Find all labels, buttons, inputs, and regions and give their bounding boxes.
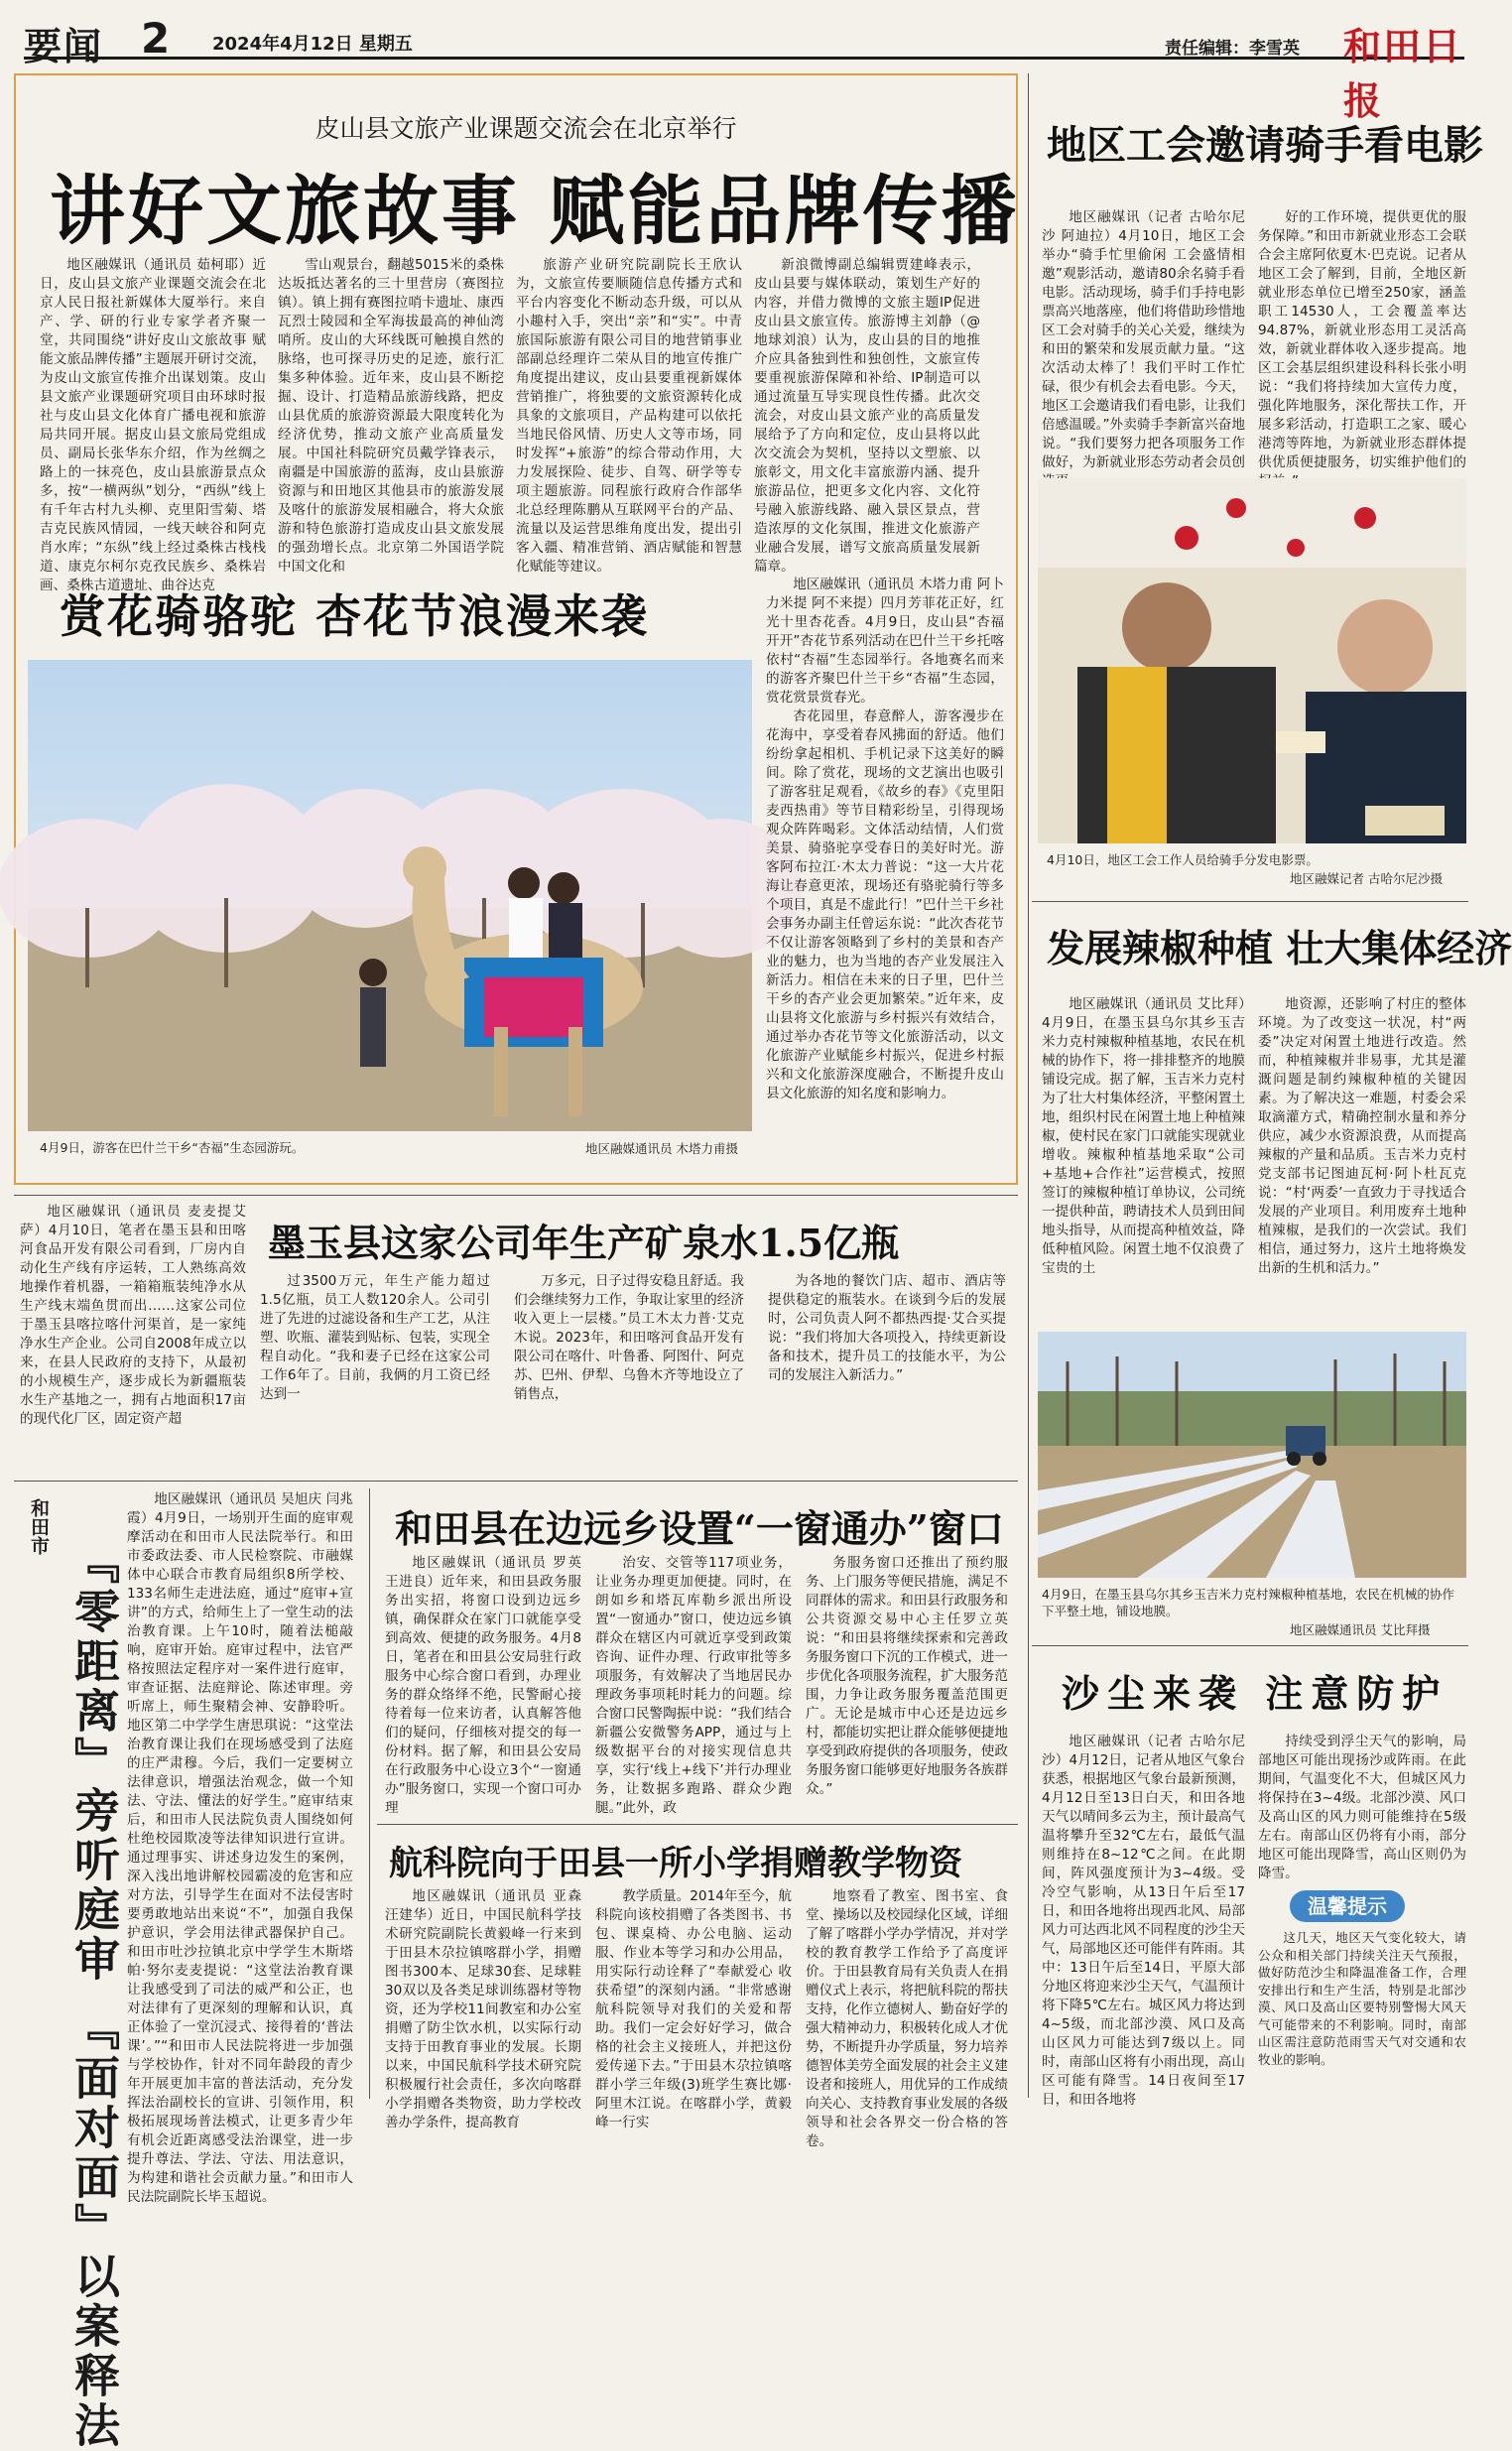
r2-title: 发展辣椒种植 壮大集体经济	[1047, 926, 1512, 970]
r1-title: 地区工会邀请骑手看电影	[1047, 122, 1483, 169]
article4-side-label: 和田市	[28, 1498, 50, 1555]
masthead	[24, 14, 1464, 123]
article3-col-2: 过3500万元，年生产能力超过1.5亿瓶，员工人数120余人。公司引进了先进的过滤设备和生产工艺，从注塑、吹瓶、灌装到贴标、包装，实现全程自动化。“我和妻子已经在这家公司工作6年了。目前，我俩的月工资已经达到一	[260, 1273, 490, 1402]
article2-title: 赏花骑骆驼 杏花节浪漫来袭	[60, 589, 650, 643]
issue-date: 2024年4月12日 星期五	[212, 34, 413, 55]
article2-text: 地区融媒讯（通讯员 木塔力甫 阿卜力米提 阿不来提）四月芳菲花正好，红光十里杏花香。4月9日，皮山县“杏福开开”杏花节系列活动在巴什兰干乡托喀依村“杏福”生态园举行。各地赛名而来的游客齐聚巴什兰干乡“杏福”生态园，赏花赏景赏春光。 杏花园里，春意醉人，游客漫步在花海中，享受着春风拂面的舒适。他们纷纷拿起相机、手机记录下这美好的瞬间。除了赏花，现场的文艺演出也吸引了游客驻足观看，《故乡的春》《克里阳麦西热甫》等节目精彩纷呈，引得现场观众阵阵喝彩。文体活动结情，人们赏美景、骑骆驼享受春日的美好时光。游客阿布拉江·木太力普说：“这一大片花海让春意更浓，现场还有骆驼骑行等多个项目，真是不虚此行！”巴什兰干乡社会事务办副主任曾运东说：“此次杏花节不仅让游客领略到了乡村的美景和杏产业的魅力，也为当地的杏产业发展注入新活力。相信在未来的日子里，巴什兰干乡的杏产业会更加繁荣。”近年来，皮山县将文化旅游与乡村振兴有效结合，通过举办杏花节等文化旅游活动，以文化旅游产业赋能乡村振兴，促进乡村振兴和文化旅游深度融合，不断提升皮山县文化旅游的知名度和影响力。	[766, 577, 1004, 1101]
article1-subtitle: 皮山县文旅产业课题交流会在北京举行	[315, 114, 737, 143]
r2-col-2: 地资源，还影响了村庄的整体环境。为了改变这一状况，村“两委”决定对闲置土地进行改造。然而，种植辣椒并非易事，尤其是灌溉问题是制约辣椒种植的关键因素。为了解决这一难题，村委会采取滴灌方式，精确控制水量和养分供应，减少水资源浪费，从而提高辣椒的产量和品质。玉吉米力克村党支部书记图迪瓦柯·阿卜杜瓦克说：“村‘两委’一直致力于寻找适合发展的产业项目。利用废弃土地种植辣椒，是我们的一次尝试。我们相信，通过努力，这片土地将焕发出新的生机和活力。”	[1258, 996, 1466, 1276]
r1-col-2: 好的工作环境，提供更优的服务保障。”和田市新就业形态工会联合会主席阿依夏木·巴克说。记者从地区工会了解到，目前，全地区新就业形态单位已增至250家，涵盖职工14530人，工会覆盖率达94.87%，新就业形态用工灵活高效，新就业群体收入逐步提高。地区工会基层组织建设科科长张小明说：“我们将持续加大宣传力度，强化阵地服务，深化帮扶工作，开展多彩活动，打造职工之家、暖心港湾等阵地，为新就业形态群体提供优质便捷服务，切实维护他们的	[1258, 209, 1466, 470]
article3-col-4: 为各地的餐饮门店、超市、酒店等提供稳定的瓶装水。在谈到今后的发展时，公司负责人阿不都热西提·艾合买提说：“我们将加大各项投入，持续更新设备和技术，提升员工的技能水平，为公司的发展注入新活力。”	[768, 1273, 1006, 1383]
r2-photo-caption: 4月9日，在墨玉县乌尔其乡玉吉米力克村辣椒种植基地，农民在机械的协作下平整土地，铺设地膜。	[1042, 1587, 1454, 1618]
editor-credit: 责任编辑：李雪英	[1165, 39, 1300, 59]
article5-col-1: 地区融媒讯（通讯员 罗英 王进良）近年来，和田县政务服务出实招，将窗口设到边远乡镇，确保群众在家门口就能享受到高效、便捷的政务服务。4月8日，笔者在和田县公安局驻行政服务中心综合窗口看到，办理业务的群众络绎不绝，民警耐心接待着每一位来访者，认真解答他们的疑问，仔细核对提交的每一份材料。据了解，和田县公安局在行政服务中心设立3个“一窗通办”服务窗口，实现一个窗口可办理	[385, 1555, 581, 1816]
r3-tip-text: 这几天，地区天气变化较大，请公众和相关部门持续关注天气预报，做好防范沙尘和降温准备工作，合理安排出行和生产生活，特别是北部沙漠、风口及高山区要特别警惕大风天气可能带来的不利影响。同时，南部山区需注意防范雨雪天气对交通和农牧业的影响。	[1258, 1930, 1466, 2067]
article3-title: 墨玉县这家公司年生产矿泉水1.5亿瓶	[268, 1221, 900, 1265]
r3-title: 沙尘来袭 注意防护	[1062, 1671, 1449, 1716]
r2-photo-credit: 地区融媒通讯员 艾比拜摄	[1290, 1622, 1431, 1637]
article4-text: 地区融媒讯（通讯员 吴旭庆 闫兆霞）4月9日，一场别开生面的庭审观摩活动在和田市人民法院举行。和田市委政法委、市人民检察院、市融媒体中心联合市教育局组织8所学校、133名师生走进法庭，通过“庭审+宣讲”的方式，给师生上了一堂生动的法治教育课。上午10时，随着法槌敲响，庭审开始。庭审过程中，法官严格按照法定程序对一案件进行庭审，审查证据、法庭辩论、陈述审理。旁听席上，师生聚精会神、安静聆听。地区第二中学学生唐思琪说：“这堂法治教育课让我们在现场感受到了法庭的庄严肃穆。今后，我们一定要树立法律意识，增强法治观念，做一个知法、守法、懂法的好学生。”庭审结束后，和田市人民法院负责人围绕如何杜绝校园欺凌等法律知识进行宣讲。通过理事实、讲述身边发生的案例，深入浅出地讲解校园霸凌的危害和应对方法，引导学生在面对不法侵害时要勇敢地站出来说“不”，加强自我保护意识，学会用法律武器保护自己。和田市吐沙拉镇北京中学学生木斯塔帕·努尔麦麦提说：“这堂法治教育课让我感受到了司法的威严和公正，也对法律有了更深刻的理解和认识，真正体验了一堂沉浸式、接得着的‘普法课’。”“和田市人民法院将进一步加强与学校协作，针对不同年龄段的青少年开展更加丰富的普法活动，充分发挥法治副校长的宣讲、引领作用，积极拓展现场普法模式，让更多青少年有机会近距离感受法治课堂，进一步提升尊法、学法、守法、用法意识，为构建和谐社会贡献力量。”和田市人民法院副院长毕玉超说。	[127, 1491, 353, 2205]
page-number: 2	[141, 14, 171, 63]
divider	[14, 1195, 1018, 1196]
article6-col-1: 地区融媒讯（通讯员 亚森 汪建华）近日，中国民航科学技术研究院副院长黄毅峰一行来到于田县木尕拉镇喀群小学，捐赠图书300本、足球30套、足球鞋30双以及各类足球训练器材等物资，还为学校11间教室和办公室捐赠了防尘饮水机，以实际行动支持于田教育事业的发展。长期以来，中国民航科学技术研究院积极履行社会责任，多次向喀群小学捐赠各类物资，助力学校改善办学条件，提高教育	[385, 1888, 581, 2130]
article6-col-3: 地察看了教室、图书室、食堂、操场以及校园绿化区域，详细了解了喀群小学办学情况，并对学校的教育教学工作给予了高度评价。于田县教育局有关负责人在捐赠仪式上表示，将把航科院的帮扶支持，化作立德树人、勤奋好学的强大精神动力，积极转化成人才优势，不断提升办学质量，努力培养德智体美劳全面发展的社会主义建设者和接班人，用优异的工作成绩向关心、支持教育事业发展的各级领导和社会各界交一份合格的答卷。	[806, 1888, 1008, 2149]
apricot-camel-photo	[28, 660, 752, 1131]
article5-col-3: 务服务窗口还推出了预约服务、上门服务等便民措施，满足不同群体的需求。和田县行政服务和公共资源交易中心主任罗立英说：“和田县将继续探索和完善政务服务窗口下沉的工作模式，进一步优化各项服务流程，扩大服务范围，力争让政务服务覆盖范围更广。无论是城市中心还是边远乡村，都能切实把让群众能够便捷地享受到政府提供的各项服务，使政务服务窗口能够更好地服务各族群众。”	[806, 1555, 1008, 1797]
r2-col-1: 地区融媒讯（通讯员 艾比拜）4月9日，在墨玉县乌尔其乡玉吉米力克村辣椒种植基地，农民在机械的协作下，将一排排整齐的地膜铺设完成。据了解，玉吉米力克村为了壮大村集体经济，平整闲置土地，组织村民在闲置土地上种植辣椒，使村民在家门口就能实现就业增收。辣椒种植基地采取“公司+基地+合作社”运营模式，按照签订的辣椒种植订单协议，公司统一提供种苗，聘请技术人员到田间地头指导，从而提高种植效益，降低种植风险。闲置土地不仅浪费了宝贵的土	[1042, 996, 1245, 1276]
article1-title: 讲好文旅故事 赋能品牌传播	[50, 167, 1020, 255]
divider	[14, 1481, 1018, 1482]
article5-col-2: 治安、交管等117项业务，让业务办理更加便捷。同时，在朗如乡和塔瓦库勒乡派出所设置“一窗通办”窗口，使边远乡镇群众在辖区内可就近享受到政策咨询、证件办理、行政审批等多项服务，有效解决了当地居民办理政务事项耗时耗力的问题。综合窗口民警陶振中说：“我们结合新疆公安微警务APP，通过与上级数据平台的对接实现信息共享，实行‘线上+线下’并行办理业务，让数据多跑路、群众少跑腿。”此外，政	[595, 1555, 792, 1816]
article2-photo-caption: 4月9日，游客在巴什兰干乡“杏福”生态园游玩。	[40, 1140, 305, 1155]
divider	[1032, 1645, 1468, 1646]
article5-title: 和田县在边远乡设置“一窗通办”窗口	[395, 1506, 1004, 1551]
article3-col-3: 万多元，日子过得安稳且舒适。我们会继续努力工作，争取让家里的经济收入更上一层楼。”员工木太力普·艾克木说。2023年，和田喀河食品开发有限公司在喀什、叶鲁番、阿图什、阿克苏、巴州、伊犁、乌鲁木齐等地设立了销售点，	[514, 1273, 744, 1402]
article6-title: 航科院向于田县一所小学捐赠教学物资	[389, 1844, 962, 1883]
column-divider	[1028, 73, 1029, 2098]
r1-photo-caption: 4月10日，地区工会工作人员给骑手分发电影票。	[1047, 852, 1319, 867]
warm-tip-badge: 温馨提示	[1290, 1890, 1405, 1922]
article4-title: 『零距离』旁听庭审 『面对面』以案释法	[67, 1538, 121, 2451]
article1-col-3: 旅游产业研究院副院长王欣认为，文旅宣传要顺随信息传播方式和平台内容变化不断动态升级，可以从小趣村入手，突出“亲”和“实”。中青旅国际旅游有限公司目的地营销事业部副总经理许二荣从目的地宣传推广角度提出建议，皮山县要重视新媒体营销推广，将独要的文旅资源转化成具象的文旅项目，产品构建可以依托当地民俗风情、历史人文等市场，同时发挥“+旅游”的综合带动作用，大力发展探险、徒步、自驾、研学等专项主题旅游。同程旅行政府合作部华北总经理陈鹏从互联网平台的产品、流量以及运营思维角度出发，提出引客入疆、精准营销、酒店赋能和智慧化赋能等建议。	[516, 257, 742, 575]
article1-col-4: 新浪微博副总编辑贾建峰表示，皮山县要与媒体联动，策划生产好的内容，并借力微博的文旅主题IP促进皮山县文旅宣传。旅游博主刘静（@地球刘浪）认为，皮山县的目的地推介应具备独到性和独创性，文旅宣传要重视旅游保障和补给、IP制造可以通过流量互导实现良性传播。此次交流会，对皮山县文旅产业的高质量发展给予了方向和定位，皮山县将以此次交流会为契机，坚持以文塑旅、以旅彰文，用文化丰富旅游内涵、提升旅游品位，把更多文化内容、文化符号融入旅游线路、融入景区景点，营造浓厚的文化氛围，推进文化旅游产业融合发展，谱写文旅高质量发展新篇章。	[754, 257, 980, 575]
r1-col-1: 地区融媒讯（记者 古哈尔尼沙 阿迪拉）4月10日，地区工会举办“骑手忙里偷闲 工会盛情相邀”观影活动，邀请80余名骑手看电影。活动现场，骑手们手持电影票高兴地落座，他们将借助珍惜地区工会对骑手的关心关爱，继续为和田的繁荣和发展贡献力量。“这次活动太棒了！我们平时工作忙碌，很少有机会去看电影。今天，地区工会邀请我们看电影，让我们倍感温暖。”外卖骑手李新富兴奋地说。“我们要努力把各项服务工作做好，为新就业形态劳动者会员创	[1042, 209, 1245, 470]
divider	[1032, 901, 1468, 902]
r1-photo-credit: 地区融媒记者 古哈尔尼沙摄	[1290, 871, 1443, 886]
r3-col-1: 地区融媒讯（记者 古哈尔尼沙）4月12日，记者从地区气象台获悉，根据地区气象台最新预测，4月12日至13日白天，和田各地天气以晴间多云为主，预计最高气温将攀升至32℃左右，最低气温则维持在8~12℃之间。在此期间，阵风强度预计为3~4级。受冷空气影响，从13日午后至17日，和田各地将出现西北风、局部风力可达西北风不同程度的沙尘天气，局部地区还可能伴有阵雨。其中：13日午后至14日，平原大部分地区将迎来沙尘天气，气温预计将下降5℃左右。城区风力将达到4~5级，而北部沙漠、风口及高山区风力可能达到7级以上。同时，南部山区将有小雨出现，高山区可能有降雪。14日夜间至17日，和田各地将	[1042, 1734, 1245, 2108]
divider	[369, 1488, 370, 2099]
article1-col-2: 雪山观景台，翻越5015米的桑株达坂抵达著名的三十里营房（赛图拉镇）。镇上拥有赛图拉哨卡遗址、康西瓦烈士陵园和全军海拔最高的神仙湾哨所。皮山的大环线既可触摸自然的脉络，也可探寻历史的足迹，旅行汇集多种体验。近年来，皮山县不断挖掘、设计、打造精品旅游线路，把皮山县优质的旅游资源最大限度转化为经济优势，推动文旅产业高质量发展。中国社科院研究员戴学锋表示，南疆是中国旅游的蓝海，皮山县旅游资源与和田地区其他县市的旅游发展及喀什的旅游发展相融合，将大众旅游和特色旅游打造成皮山县文旅发展的强劲增长点。北京第二外国语学院中国文化和	[278, 257, 504, 575]
newspaper-logo: 和田日报	[1343, 24, 1463, 123]
article2-photo-credit: 地区融媒通讯员 木塔力甫摄	[585, 1141, 738, 1156]
divider	[377, 1824, 1018, 1825]
movie-ticket-photo	[1038, 478, 1466, 843]
article1-col-1: 地区融媒讯（通讯员 茹柯耶）近日，皮山县文旅产业课题交流会在北京人民日报社新媒体大厦举行。来自产、学、研的行业专家学者齐聚一堂，共同围绕“讲好皮山文旅故事 赋能文旅品牌传播”主题展开研讨交流，为皮山文旅宣传推介出谋划策。皮山县文旅产业课题研究项目由环球时报社与皮山县文化体育广播电视和旅游局共同开展。据皮山县文旅局党组成员、副局长张华东介绍，作为丝绸之路上的一抹亮色，皮山县旅游景点众多，按“一横两纵”划分，“西纵”线上有千年古村九头柳、克里阳雪菊、塔吉克民族风情园，一线天峡谷和阿克肖水库；“东纵”线上经过桑株古栈栈道、康克尔柯尔克孜民族乡、桑株岩画、桑株古道遗址、曲谷达克	[40, 257, 266, 593]
r3-col-2: 持续受到浮尘天气的影响，局部地区可能出现扬沙或阵雨。在此期间，气温变化不大，但城区风力将保持在3~4级。北部沙漠、风口及高山区的风力则可能维持在5级左右。南部山区仍将有小雨，部分地区可能出现降雪，高山区则仍为降雪。	[1258, 1734, 1466, 1881]
article6-col-2: 教学质量。2014年至今，航科院向该校捐赠了各类图书、书包、课桌椅、办公电脑、运动服、作业本等学习和办公用品，用实际行动诠释了“奉献爱心 收获希望”的深刻内涵。“非常感谢航科院领导对我们的关爱和帮助。我们一定会好好学习，做合格的社会主义接班人，并把这份爱传递下去。”于田县木尕拉镇喀群小学三年级(3)班学生赛比娜·阿里木江说。在喀群小学，黄毅峰一行实	[595, 1888, 792, 2130]
pepper-field-photo	[1038, 1332, 1466, 1578]
section-name: 要闻	[24, 24, 104, 68]
article3-col-1: 地区融媒讯（通讯员 麦麦提艾萨）4月10日，笔者在墨玉县和田喀河食品开发有限公司看到，厂房内自动化生产线有序运转，工人熟练高效地操作着机器，一箱箱瓶装纯净水从生产线末端鱼贯而出……这家公司位于墨玉县喀拉喀什河渠首，是一家纯净水生产企业。公司自2008年成立以来，在县人民政府的支持下，从最初的小规模生产，逐步成长为新疆瓶装水生产基地之一，拥有占地面积17亩的现代化厂区，固定资产超	[20, 1204, 246, 1427]
